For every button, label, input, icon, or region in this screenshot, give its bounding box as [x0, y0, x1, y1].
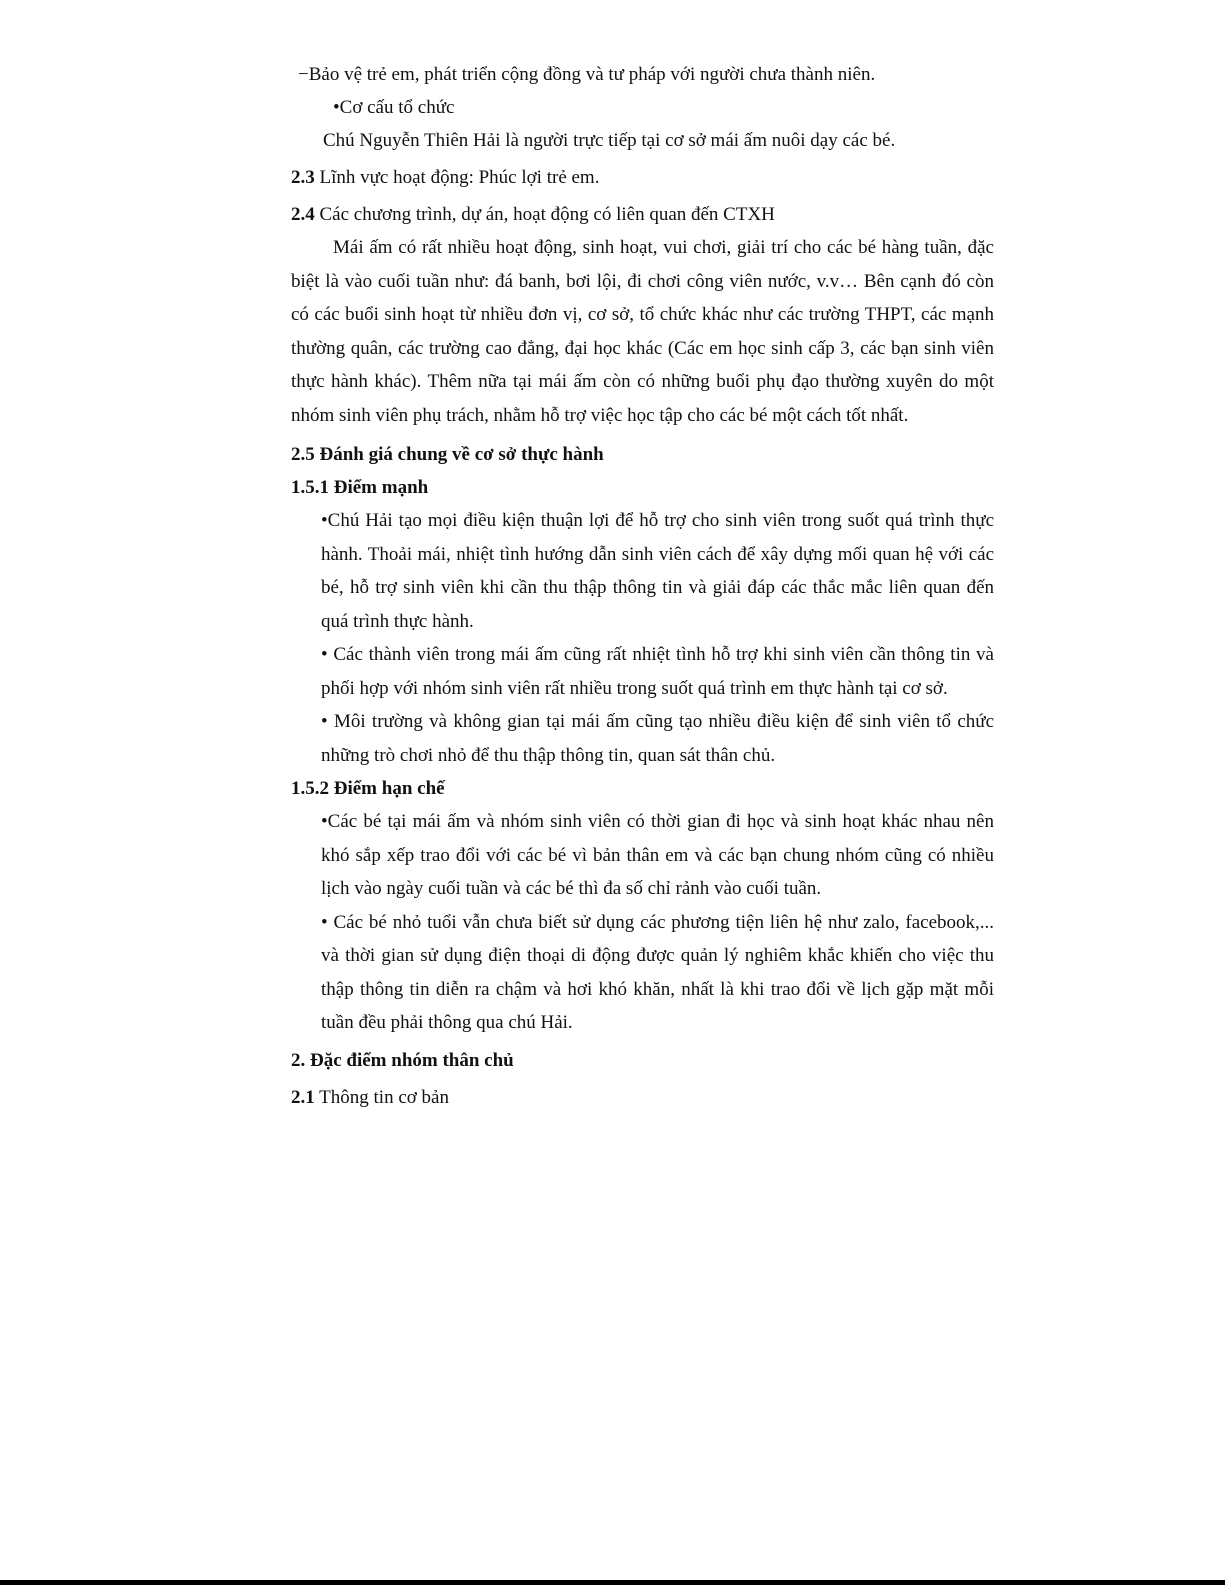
section-2-4-text: Các chương trình, dự án, hoạt động có liên quan đến CTXH: [314, 204, 775, 225]
page-bottom-border: [0, 1580, 1225, 1585]
heading-2: 2. Đặc điểm nhóm thân chủ: [291, 1049, 514, 1071]
document-body: [291, 58, 994, 1114]
strength-item-3: • Môi trường và không gian tại mái ấm cũng tạo nhiều điều kiện để sinh viên tổ chức những trò chơi nhỏ để thu thập thông tin, quan sát thân chủ.: [321, 711, 994, 766]
section-2-4: [291, 198, 994, 231]
section-2-3-text: Lĩnh vực hoạt động: Phúc lợi trẻ em.: [314, 167, 600, 188]
limitation-item-1: •Các bé tại mái ấm và nhóm sinh viên có thời gian đi học và sinh hoạt khác nhau nên khó sắp xếp trao đổi với các bé vì bản thân em và các bạn chung nhóm cũng có nhiều lịch vào ngày cuối tuần và các bé thì đa số chỉ rảnh vào cuối tuần.: [321, 811, 994, 899]
section-2-1-text: Thông tin cơ bản: [314, 1086, 449, 1108]
section-2-4-number: 2.4: [291, 204, 315, 225]
section-2-3: [291, 161, 994, 194]
strength-item-1: •Chú Hải tạo mọi điều kiện thuận lợi để hỗ trợ cho sinh viên trong suốt quá trình thực hành. Thoải mái, nhiệt tình hướng dẫn sinh viên cách để xây dựng mối quan hệ với các bé, hỗ trợ sinh viên khi cần thu thập thông tin và giải đáp các thắc mắc liên quan đến quá trình thực hành.: [321, 510, 994, 632]
section-2-3-number: 2.3: [291, 167, 315, 188]
heading-1-5-1: 1.5.1 Điểm mạnh: [291, 477, 429, 498]
activities-paragraph: Mái ấm có rất nhiều hoạt động, sinh hoạt, vui chơi, giải trí cho các bé hàng tuần, đặc biệt là vào cuối tuần như: đá banh, bơi lội, đi chơi công viên nước, v.v… Bên cạnh đó còn có các buổi sinh hoạt từ nhiều đơn vị, cơ sở, tổ chức khác như các trường THPT, các mạnh thường quân, các trường cao đẳng, đại học khác (Các em học sinh cấp 3, các bạn sinh viên thực hành khác). Thêm nữa tại mái ấm còn có những buổi phụ đạo thường xuyên do một nhóm sinh viên phụ trách, nhằm hỗ trợ việc học tập cho các bé một cách tốt nhất.: [291, 237, 994, 426]
strength-item-2: • Các thành viên trong mái ấm cũng rất nhiệt tình hỗ trợ khi sinh viên cần thông tin và phối hợp với nhóm sinh viên rất nhiều trong suốt quá trình em thực hành tại cơ sở.: [321, 644, 994, 699]
limitation-item-2: • Các bé nhỏ tuổi vẫn chưa biết sử dụng các phương tiện liên hệ như zalo, facebook,... và thời gian sử dụng điện thoại di động được quản lý nghiêm khắc khiến cho việc thu thập thông tin diễn ra chậm và hơi khó khăn, nhất là khi trao đổi về lịch gặp mặt mỗi tuần đều phải thông qua chú Hải.: [321, 911, 994, 1033]
org-structure-text: Chú Nguyễn Thiên Hải là người trực tiếp tại cơ sở mái ấm nuôi dạy các bé.: [323, 130, 896, 151]
bullet-org-structure: •Cơ cấu tổ chức: [333, 97, 455, 118]
section-2-1: [291, 1081, 994, 1114]
dash-item-protection: −Bảo vệ trẻ em, phát triển cộng đồng và tư pháp với người chưa thành niên.: [298, 64, 876, 85]
heading-1-5-2: 1.5.2 Điểm hạn chế: [291, 778, 445, 799]
section-2-1-number: 2.1: [291, 1086, 315, 1108]
heading-2-5: 2.5 Đánh giá chung về cơ sở thực hành: [291, 444, 604, 465]
